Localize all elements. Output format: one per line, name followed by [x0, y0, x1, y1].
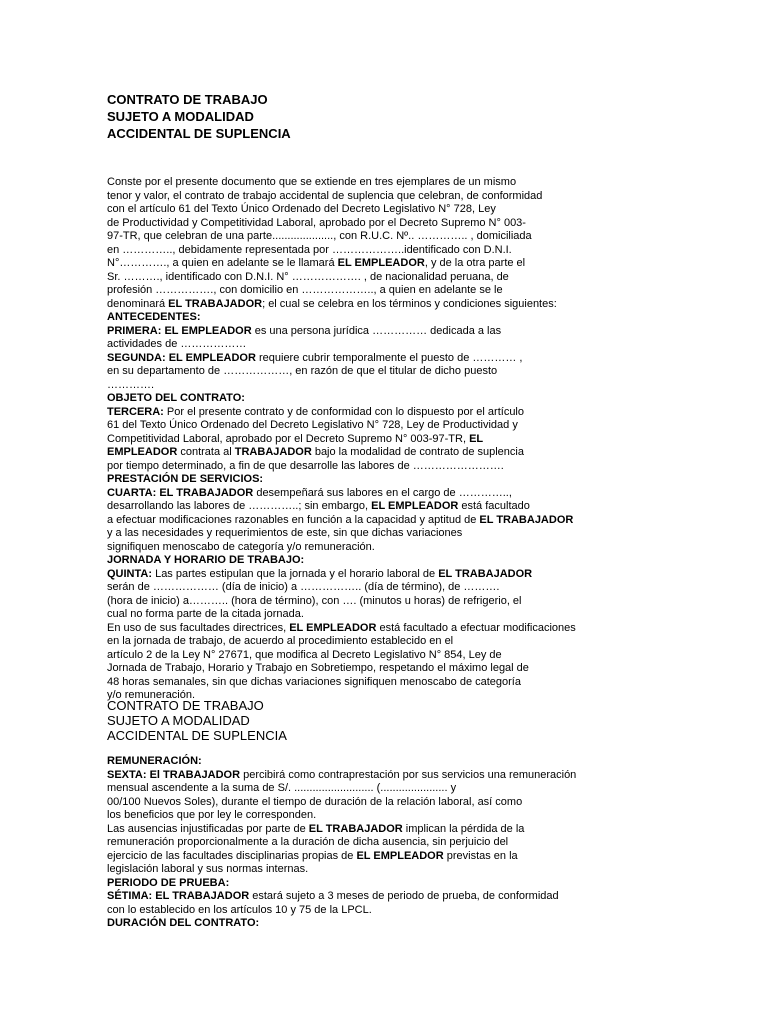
clause-line [107, 568, 576, 582]
clause-line: mensual ascendente a la suma de S/. .......................... (...................... y [107, 782, 457, 794]
text-run: está facultado [458, 500, 530, 512]
clause-line: (hora de inicio) a……….. (hora de término), con …. (minutos u horas) de refrigerio, el [107, 594, 522, 607]
text-run: ; el cual se celebra en los términos y condiciones siguientes: [262, 297, 557, 310]
clause-line: 61 del Texto Único Ordenado del Decreto Legislativo N° 728, Ley de Productividad y [107, 419, 518, 431]
clause-line: legislación laboral y sus normas internas. [107, 863, 309, 875]
clause-line [107, 890, 576, 904]
title-line-1: CONTRATO DE TRABAJO [107, 698, 264, 713]
section-heading: PRESTACIÓN DE SERVICIOS: [107, 473, 264, 485]
section-heading: JORNADA Y HORARIO DE TRABAJO: [107, 554, 305, 566]
clause-line: en la jornada de trabajo, de acuerdo al procedimiento establecido en el [107, 635, 454, 647]
repeated-title [107, 698, 287, 743]
clause-label: SEGUNDA: EL EMPLEADOR [107, 351, 256, 364]
section-antecedentes [107, 311, 576, 392]
title-line-3: ACCIDENTAL DE SUPLENCIA [107, 728, 287, 743]
clause-line: por tiempo determinado, a fin de que desarrolle las labores de ……………………. [107, 459, 504, 472]
text-run: bajo la modalidad de contrato de suplencia [311, 446, 524, 458]
clause-line: …………. [107, 378, 155, 391]
title-line-2: SUJETO A MODALIDAD [107, 713, 250, 728]
section-remuneracion [107, 755, 576, 877]
clause-label: CUARTA: EL TRABAJADOR [107, 486, 254, 499]
text-run: contrata al [177, 446, 235, 458]
text-run: Las partes estipulan que la jornada y el horario laboral de [152, 567, 439, 580]
intro-line: con el artículo 61 del Texto Único Ordenado del Decreto Legislativo N° 728, Ley [107, 203, 496, 215]
clause-line [107, 352, 576, 366]
clause-line: con lo establecido en los artículos 10 y 75 de la LPCL. [107, 903, 372, 916]
clause-line: remuneración proporcionalmente a la duración de dicha ausencia, sin perjuicio del [107, 836, 509, 848]
clause-line [107, 823, 576, 837]
clause-line [107, 446, 576, 460]
intro-paragraph [107, 176, 576, 311]
title-line-1: CONTRATO DE TRABAJO [107, 92, 268, 107]
intro-line [107, 298, 576, 312]
clause-line: los beneficios que por ley le corresponden. [107, 809, 317, 821]
contract-body [107, 176, 576, 703]
clause-label: QUINTA: [107, 567, 153, 580]
text-run: Las ausencias injustificadas por parte de [107, 822, 309, 835]
text-run: Por el presente contrato y de conformidad con lo dispuesto por el artículo [163, 405, 524, 418]
text-run: , y de la otra parte el [424, 257, 526, 269]
bold-term: EL TRABAJADOR [438, 567, 533, 580]
text-run: Competitividad Laboral, aprobado por el Decreto Supremo N° 003-97-TR, [107, 432, 470, 445]
text-run: N°…………., a quien en adelante se le llamará [107, 257, 338, 269]
title-line-2: SUJETO A MODALIDAD [107, 109, 254, 124]
text-run: ejercicio de las facultades disciplinarias propias de [107, 849, 357, 862]
clause-line: 48 horas semanales, sin que dichas variaciones signifiquen menoscabo de categoría [107, 675, 521, 688]
clause-label: SÉTIMA: EL TRABAJADOR [107, 890, 250, 902]
bold-term: EL EMPLEADOR [337, 257, 425, 269]
text-run: denominará [107, 297, 169, 310]
bold-term: TRABAJADOR [234, 446, 312, 458]
clause-line: actividades de ……………… [107, 338, 247, 350]
clause-line: y a las necesidades y requerimientos de este, sin que dichas variaciones [107, 527, 463, 539]
text-run: En uso de sus facultades directrices, [107, 621, 290, 634]
section-objeto [107, 392, 576, 473]
clause-line: en su departamento de ………………, en razón de que el titular de dicho puesto [107, 365, 498, 377]
section-heading: DURACIÓN DEL CONTRATO: [107, 917, 260, 929]
section-prestacion [107, 473, 576, 554]
bold-term: EL EMPLEADOR [371, 500, 459, 512]
clause-line: 00/100 Nuevos Soles), durante el tiempo de duración de la relación laboral, así como [107, 795, 523, 808]
clause-line: signifiquen menoscabo de categoría y/o remuneración. [107, 540, 375, 553]
bold-term: EL EMPLEADOR [356, 849, 444, 862]
bold-term: EL TRABAJADOR [308, 822, 403, 835]
text-run: previstas en la [443, 849, 518, 862]
clause-line [107, 850, 576, 864]
section-jornada [107, 554, 576, 703]
intro-line: Sr. ………., identificado con D.N.I. N° ………………. , de nacionalidad peruana, de [107, 270, 509, 283]
bold-term: EL [469, 432, 484, 445]
clause-line: serán de ……………… (día de inicio) a …………….. (día de término), de ………. [107, 581, 500, 593]
bold-term: EL EMPLEADOR [289, 621, 377, 634]
text-run: es una persona jurídica …………… dedicada a las [251, 324, 502, 337]
clause-line [107, 769, 576, 783]
contract-title [107, 91, 291, 142]
text-run: a efectuar modificaciones razonables en función a la capacidad y aptitud de [107, 513, 480, 526]
text-run: desempeñará sus labores en el cargo de ………….., [253, 486, 512, 499]
clause-line: cual no forma parte de la citada jornada. [107, 608, 304, 620]
contract-body-continued [107, 755, 576, 931]
clause-line [107, 500, 576, 514]
section-heading: REMUNERACIÓN: [107, 755, 202, 767]
intro-line [107, 257, 576, 271]
clause-line [107, 433, 576, 447]
clause-line: Jornada de Trabajo, Horario y Trabajo en Sobretiempo, respetando el máximo legal de [107, 662, 529, 674]
section-heading: PERIODO DE PRUEBA: [107, 876, 230, 889]
section-heading: OBJETO DEL CONTRATO: [107, 392, 245, 404]
intro-line: tenor y valor, el contrato de trabajo accidental de suplencia que celebran, de conformidad [107, 189, 543, 202]
clause-label: PRIMERA: EL EMPLEADOR [107, 324, 252, 337]
intro-line: de Productividad y Competitividad Laboral, aprobado por el Decreto Supremo N° 003- [107, 216, 526, 229]
intro-line: 97-TR, que celebran de una parte...................., con R.U.C. Nº.. ………….. , domiciliada [107, 230, 532, 242]
text-run: estará sujeto a 3 meses de periodo de prueba, de conformidad [249, 890, 559, 902]
clause-label: SEXTA: El TRABAJADOR [107, 768, 241, 781]
text-run: requiere cubrir temporalmente el puesto de ………… , [255, 351, 523, 364]
section-duracion [107, 917, 576, 931]
intro-line: Conste por el presente documento que se extiende en tres ejemplares de un mismo [107, 176, 517, 188]
text-run: implican la pérdida de la [402, 822, 525, 835]
intro-line: profesión ……………., con domicilio en ……………….., a quien en adelante se le [107, 284, 503, 296]
section-heading: ANTECEDENTES: [107, 311, 201, 323]
text-run: percibirá como contraprestación por sus servicios una remuneración [240, 768, 577, 781]
clause-line [107, 406, 576, 420]
text-run: desarrollando las labores de …………..; sin embargo, [107, 500, 372, 512]
clause-line: artículo 2 de la Ley N° 27671, que modifica al Decreto Legislativo N° 854, Ley de [107, 648, 502, 661]
text-run: está facultado a efectuar modificaciones [376, 621, 576, 634]
clause-label: TERCERA: [107, 405, 164, 418]
clause-line [107, 514, 576, 528]
clause-line: y/o remuneración. [107, 689, 196, 701]
bold-term: EL TRABAJADOR [479, 513, 574, 526]
clause-line [107, 487, 576, 501]
bold-term: EL TRABAJADOR [168, 297, 263, 310]
title-line-3: ACCIDENTAL DE SUPLENCIA [107, 126, 291, 141]
bold-term: EMPLEADOR [107, 446, 178, 458]
intro-line: en ………….., debidamente representada por ………………..identificado con D.N.I. [107, 243, 512, 256]
clause-line [107, 325, 576, 339]
section-periodo-prueba [107, 877, 576, 918]
clause-line [107, 622, 576, 636]
